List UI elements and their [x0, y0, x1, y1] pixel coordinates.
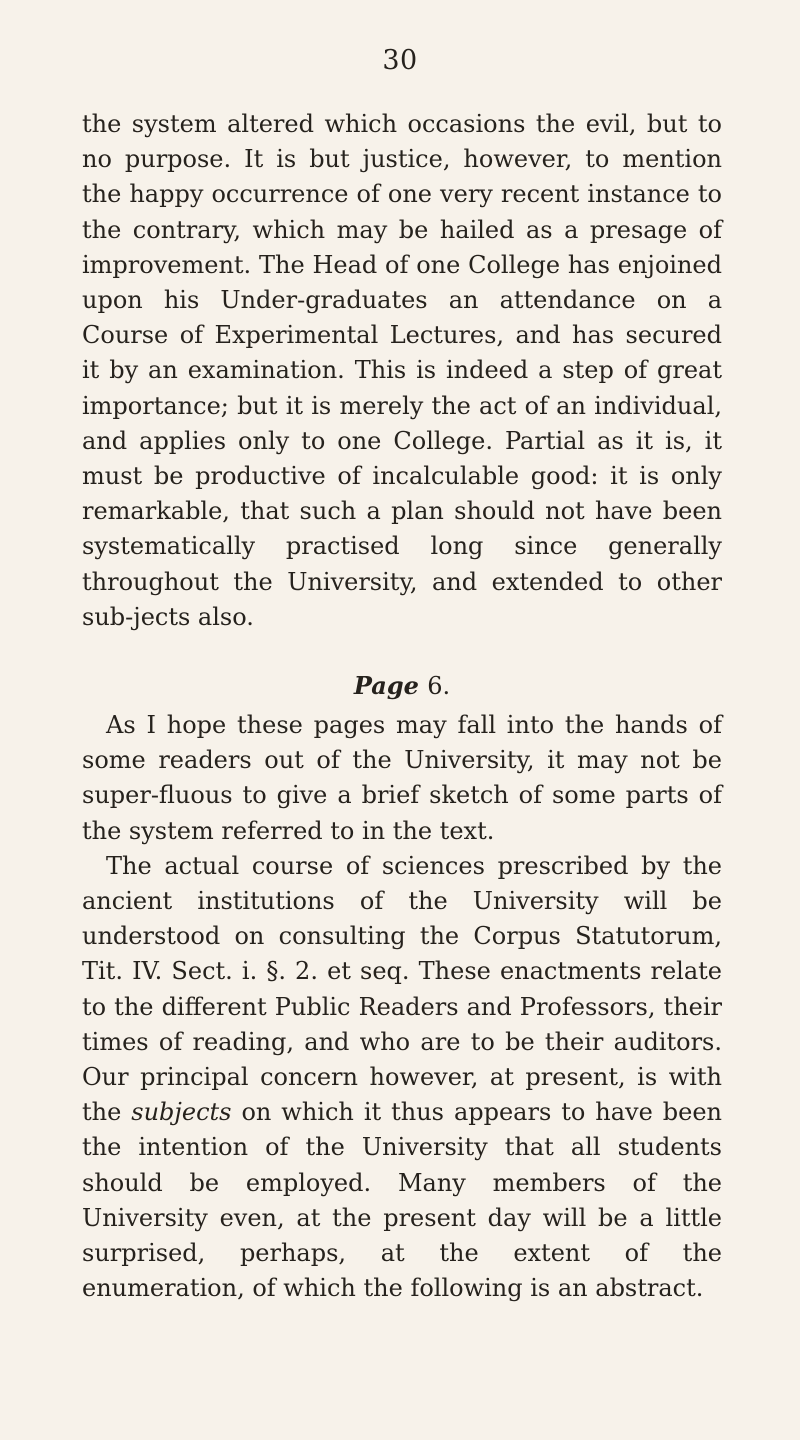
section-heading	[82, 669, 722, 703]
paragraph-course-text-after: on which it thus appears to have been the intention of the University that all students should be employed. Many members of the University even, at the present day will be a little surprised, perhaps, at the extent of the enumeration, of which the following is an abstract.	[82, 1098, 722, 1303]
paragraph-system-altered: the system altered which occasions the evil, but to no purpose. It is but justice, however, to mention the happy occurrence of one very recent instance to the contrary, which may be hailed as a presage of improvement. The Head of one College has enjoined upon his Under-graduates an attendance on a Course of Experimental Lectures, and has secured it by an examination. This is indeed a step of great importance; but it is merely the act of an individual, and applies only to one College. Partial as it is, it must be productive of incalculable good: it is only remarkable, that such a plan should not have been systematically practised long since generally throughout the University, and extended to other sub-jects also.	[82, 110, 722, 631]
heading-label: Page	[353, 671, 419, 700]
paragraph-course-of-sciences	[82, 849, 722, 1307]
emphasized-subjects: subjects	[131, 1098, 232, 1127]
page-number: 30	[382, 45, 418, 76]
paragraph-block-1	[82, 107, 722, 635]
paragraph-course-text-before: The actual course of sciences prescribed by the ancient institutions of the University will be understood on consulting the Corpus Statutorum, Tit. IV. Sect. i. §. 2. et seq. These enactments relate to the different Public Readers and Professors, their times of reading, and who are to be their auditors. Our principal concern however, at present, is with the	[82, 851, 722, 1127]
paragraph-readers-outside: As I hope these pages may fall into the hands of some readers out of the University, it may not be super-fluous to give a brief sketch of some parts of the system referred to in the text.	[82, 711, 722, 845]
section-page-6	[82, 669, 722, 1306]
heading-number: 6.	[427, 672, 451, 700]
